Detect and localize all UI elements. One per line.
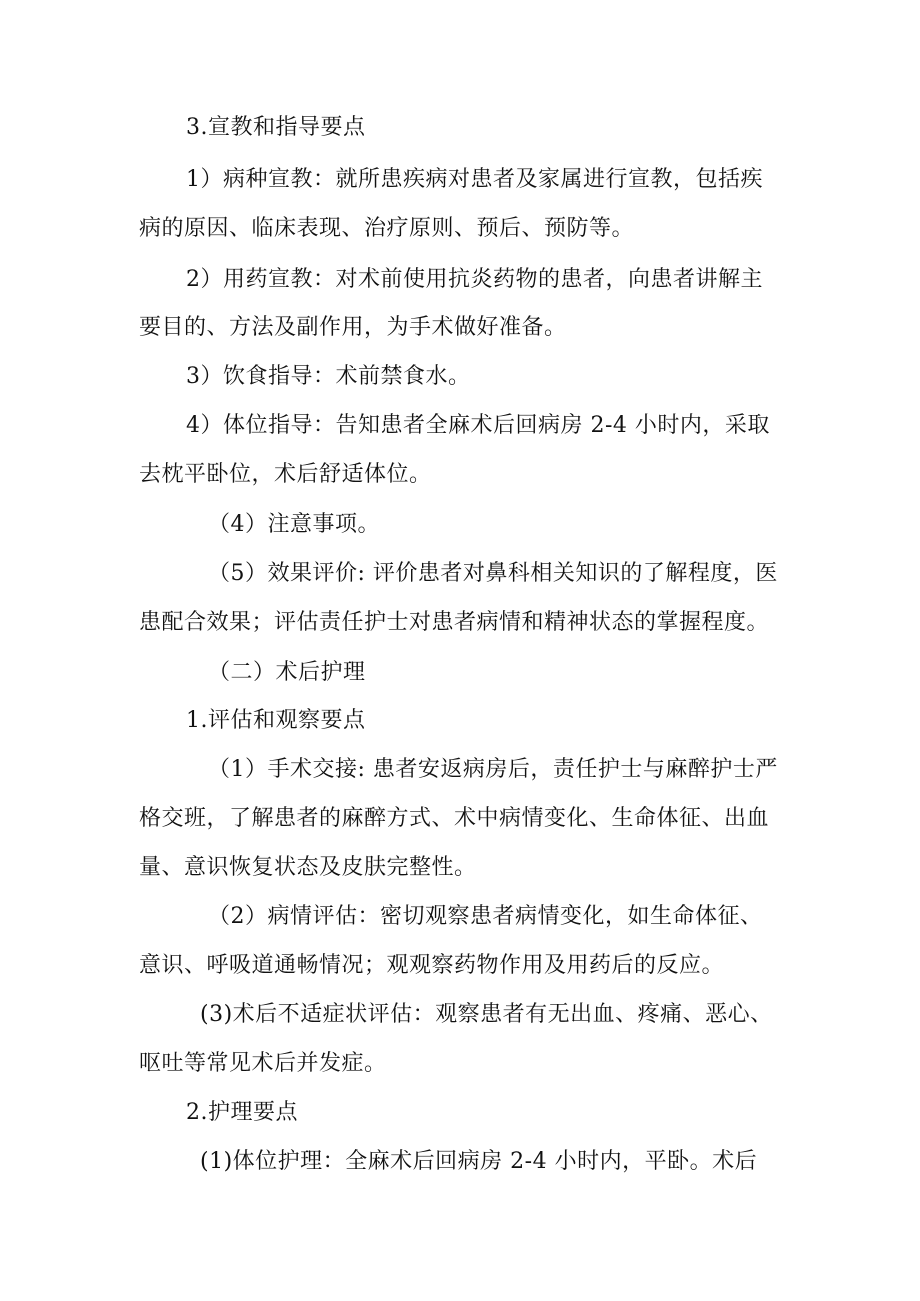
paragraph-condition-assessment-cont: 意识、呼吸道通畅情况；观观察药物作用及用药后的反应。 [139,953,725,978]
paragraph-surgical-handover: （1）手术交接: 患者安返病房后，责任护士与麻醉护士严 [208,757,778,782]
section-heading-education: 3.宣教和指导要点 [186,115,366,140]
paragraph-medication-education: 2）用药宣教：对术前使用抗炎药物的患者，向患者讲解主 [186,267,763,292]
paragraph-position-care: (1)体位护理：全麻术后回病房 2-4 小时内，平卧。术后 [200,1149,758,1174]
paragraph-surgical-handover-cont: 格交班，了解患者的麻醉方式、术中病情变化、生命体征、出血 [139,806,770,831]
paragraph-precautions: （4）注意事项。 [208,512,380,537]
paragraph-condition-assessment: （2）病情评估：密切观察患者病情变化，如生命体征、 [208,904,763,929]
paragraph-effect-evaluation: （5）效果评价: 评价患者对鼻科相关知识的了解程度，医 [208,561,778,586]
paragraph-medication-education-cont: 要目的、方法及副作用，为手术做好准备。 [139,315,567,340]
paragraph-disease-education-cont: 病的原因、临床表现、治疗原则、预后、预防等。 [139,216,635,241]
paragraph-diet-guidance: 3）饮食指导：术前禁食水。 [186,364,471,389]
section-heading-assessment: 1.评估和观察要点 [186,708,366,733]
section-heading-postop-care: （二）术后护理 [208,660,366,685]
section-heading-nursing-points: 2.护理要点 [186,1100,298,1125]
paragraph-position-guidance: 4）体位指导：告知患者全麻术后回病房 2-4 小时内，采取 [186,413,770,438]
paragraph-position-guidance-cont: 去枕平卧位，术后舒适体位。 [139,462,432,487]
paragraph-effect-evaluation-cont: 患配合效果；评估责任护士对患者病情和精神状态的掌握程度。 [139,610,770,635]
paragraph-surgical-handover-cont2: 量、意识恢复状态及皮肤完整性。 [139,855,477,880]
paragraph-discomfort-assessment-cont: 呕吐等常见术后并发症。 [139,1051,387,1076]
paragraph-discomfort-assessment: (3)术后不适症状评估：观察患者有无出血、疼痛、恶心、 [200,1002,773,1027]
paragraph-disease-education: 1）病种宣教：就所患疾病对患者及家属进行宣教，包括疾 [186,167,763,192]
